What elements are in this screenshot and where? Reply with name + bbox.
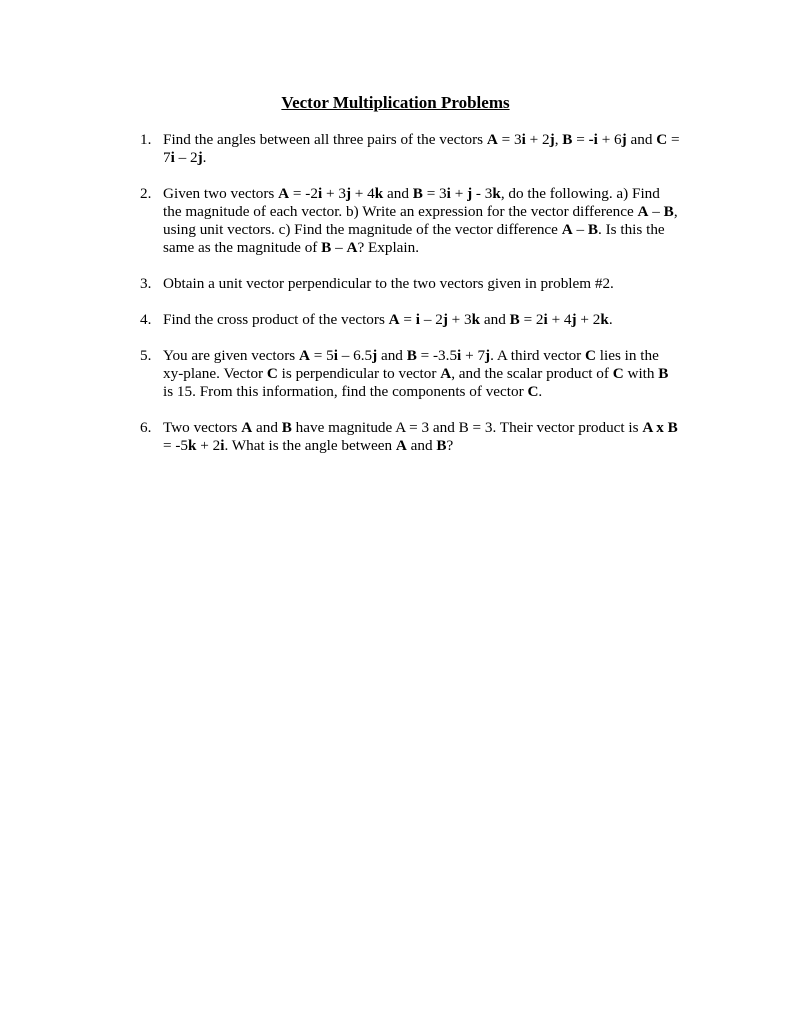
text-run: = [572, 131, 589, 148]
problem-number: 5. [140, 347, 152, 364]
text-run: . A third vector [490, 347, 586, 364]
vector-symbol: B [509, 311, 520, 328]
text-run: – [572, 221, 588, 238]
vector-symbol: B [436, 437, 447, 454]
vector-symbol: j [571, 311, 577, 328]
text-run: = 3 [422, 185, 447, 202]
problem-text [163, 185, 678, 256]
text-run: = 7 [163, 131, 680, 166]
problem-number: 3. [140, 275, 152, 292]
text-run: = 5 [309, 347, 334, 364]
text-run: ? [446, 437, 454, 454]
text-run: , [554, 131, 563, 148]
text-run: + 7 [461, 347, 486, 364]
text-run: , using unit vectors. c) Find the magnitude of the vector difference [163, 203, 678, 238]
text-run: . What is the angle between [224, 437, 396, 454]
vector-symbol: j [345, 185, 351, 202]
text-run: Given two vectors [163, 185, 279, 202]
vector-symbol: j [549, 131, 555, 148]
vector-symbol: i [446, 185, 451, 202]
page-title: Vector Multiplication Problems [281, 93, 510, 112]
text-run: – [331, 239, 347, 256]
problem-text [163, 131, 680, 166]
text-run: Find the angles between all three pairs of the vectors [163, 131, 487, 148]
text-run: – [648, 203, 664, 220]
text-run: , do the following. a) Find the magnitude of each vector. b) Write an expression for the vector difference [163, 185, 660, 220]
vector-symbol: k [492, 185, 501, 202]
text-run: lies in the xy-plane. Vector [163, 347, 659, 382]
text-run: = -3.5 [416, 347, 458, 364]
vector-symbol: A [395, 437, 407, 454]
vector-symbol: k [600, 311, 609, 328]
problem-number: 4. [140, 311, 152, 328]
vector-symbol: C [585, 347, 596, 364]
vector-symbol: i [170, 149, 175, 166]
text-run: , and the scalar product of [451, 365, 613, 382]
problem-number: 1. [140, 131, 152, 148]
vector-symbol: j [372, 347, 378, 364]
vector-symbol: i [415, 311, 421, 328]
text-run: + 2 [576, 311, 601, 328]
problem-text [163, 347, 668, 400]
vector-symbol: i [220, 437, 225, 454]
vector-symbol: A [346, 239, 358, 256]
vector-symbol: B [658, 365, 669, 382]
problem-list [140, 131, 680, 473]
problem-text [163, 311, 613, 328]
vector-symbol: A [486, 131, 498, 148]
vector-symbol: j [467, 185, 473, 202]
vector-symbol: i [317, 185, 323, 202]
vector-symbol: -i [588, 131, 598, 148]
vector-symbol: B [412, 185, 423, 202]
vector-symbol: A [440, 365, 452, 382]
text-run: is 15. From this information, find the components of vector [163, 383, 528, 400]
vector-symbol: A [637, 203, 649, 220]
text-run: is perpendicular to vector [277, 365, 441, 382]
vector-symbol: A [561, 221, 573, 238]
problem-text [163, 275, 614, 292]
text-run: and [626, 131, 657, 148]
vector-symbol: C [656, 131, 668, 148]
text-run: + 4 [547, 311, 572, 328]
text-run: and [406, 437, 437, 454]
text-run: and [480, 311, 510, 328]
text-run: and [383, 185, 413, 202]
vector-symbol: A [388, 311, 400, 328]
text-run: – 6.5 [337, 347, 373, 364]
text-run: . [538, 383, 543, 400]
vector-symbol: B [321, 239, 332, 256]
text-run: = 3 [497, 131, 522, 148]
vector-symbol: j [485, 347, 491, 364]
text-run: = [399, 311, 416, 328]
text-run: . [202, 149, 207, 166]
vector-symbol: k [471, 311, 481, 328]
vector-symbol: B [663, 203, 674, 220]
text-run: = 2 [519, 311, 544, 328]
text-run: and [252, 419, 282, 436]
text-run: Find the cross product of the vectors [163, 311, 389, 328]
text-run: + 4 [351, 185, 375, 202]
text-run: and [377, 347, 407, 364]
text-run: have magnitude A = 3 and B = 3. Their vector product is [291, 419, 643, 436]
vector-symbol: A [278, 185, 290, 202]
vector-symbol: A [241, 419, 253, 436]
text-run: ? Explain. [357, 239, 420, 256]
vector-symbol: A [298, 347, 310, 364]
vector-symbol: k [188, 437, 197, 454]
problem-4 [140, 311, 680, 329]
vector-symbol: B [281, 419, 292, 436]
problem-text [163, 419, 678, 454]
vector-symbol: j [442, 311, 448, 328]
text-run: . [608, 311, 613, 328]
problem-number: 6. [140, 419, 152, 436]
vector-symbol: i [543, 311, 548, 328]
text-run: + 3 [322, 185, 346, 202]
problem-5 [140, 347, 680, 401]
problem-1 [140, 131, 680, 167]
problem-6 [140, 419, 680, 455]
text-run: + 2 [196, 437, 221, 454]
text-run: Obtain a unit vector perpendicular to the two vectors given in problem #2. [163, 275, 614, 292]
vector-symbol: C [527, 383, 539, 400]
text-run: + 6 [597, 131, 622, 148]
vector-symbol: i [521, 131, 526, 148]
text-run: + [450, 185, 468, 202]
text-run: You are given vectors [163, 347, 299, 364]
problem-number: 2. [140, 185, 152, 202]
vector-symbol: j [197, 149, 203, 166]
text-run: – 2 [420, 311, 443, 328]
vector-symbol: j [621, 131, 627, 148]
problem-2 [140, 185, 680, 257]
vector-symbol: B [406, 347, 417, 364]
text-run: Two vectors [163, 419, 242, 436]
vector-symbol: B [587, 221, 598, 238]
vector-symbol: i [333, 347, 338, 364]
text-run: = -5 [163, 437, 189, 454]
vector-symbol: i [457, 347, 462, 364]
vector-symbol: C [612, 365, 624, 382]
text-run: with [623, 365, 659, 382]
vector-symbol: B [562, 131, 573, 148]
text-run: - 3 [472, 185, 493, 202]
text-run: . Is this the same as the magnitude of [163, 221, 665, 256]
text-run: = -2 [289, 185, 318, 202]
text-run: – 2 [174, 149, 198, 166]
vector-symbol: A x B [642, 419, 678, 436]
vector-symbol: k [374, 185, 384, 202]
text-run: + 3 [447, 311, 472, 328]
text-run: + 2 [525, 131, 550, 148]
vector-symbol: C [266, 365, 278, 382]
problem-3 [140, 275, 680, 293]
